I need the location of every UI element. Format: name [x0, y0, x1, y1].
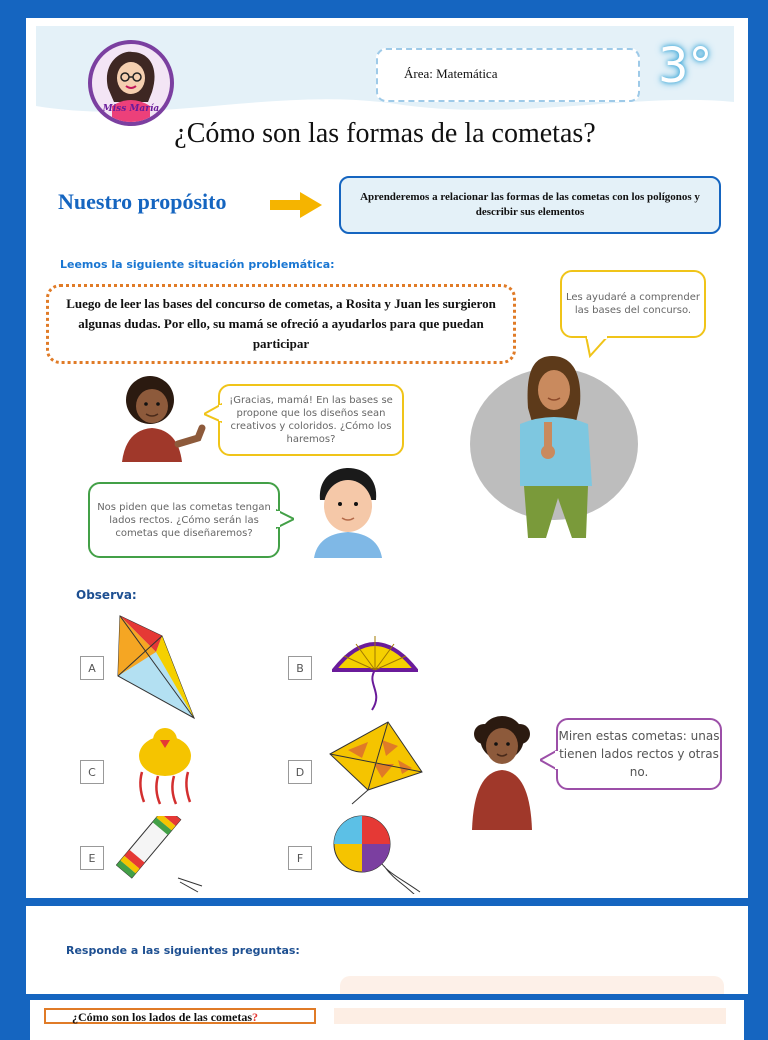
observe-heading: Observa: [76, 588, 137, 602]
respond-heading: Responde a las siguientes preguntas: [66, 944, 300, 957]
purpose-label: Nuestro propósito [58, 189, 227, 214]
area-box [376, 48, 640, 102]
kite-c-icon [130, 722, 200, 806]
boy-figure-icon [306, 466, 390, 558]
bubble-tail-icon [540, 748, 558, 772]
kite-label-f: F [288, 846, 312, 870]
kite-label-d: D [288, 760, 312, 784]
boy-speech-bubble: Nos piden que las cometas tengan lados rectos. ¿Cómo serán las cometas que diseñaremos? [88, 482, 280, 558]
kite-label-a: A [80, 656, 104, 680]
situation-heading: Leemos la siguiente situación problemática: [60, 258, 335, 271]
bubble-tail-icon [276, 508, 294, 530]
kite-label-e: E [80, 846, 104, 870]
kite-label-c: C [80, 760, 104, 784]
worksheet-page [36, 26, 734, 894]
answer-field[interactable] [334, 1008, 726, 1024]
kite-a-icon [116, 612, 200, 722]
arrow-right-icon [270, 192, 322, 218]
mom-figure-icon [468, 348, 648, 538]
girl-speech-bubble: ¡Gracias, mamá! En las bases se propone que los diseños sean creativos y coloridos. ¿Cómo los haremos? [218, 384, 404, 456]
kite-d-icon [328, 720, 424, 806]
kite-label-b: B [288, 656, 312, 680]
answer-area [340, 976, 724, 998]
mom-speech-bubble: Les ayudaré a comprender las bases del concurso. [560, 270, 706, 338]
kite-e-icon [116, 816, 212, 894]
girl2-speech-bubble: Miren estas cometas: unas tienen lados rectos y otras no. [556, 718, 722, 790]
logo [88, 40, 174, 126]
kite-b-icon [332, 626, 418, 712]
purpose-box: Aprenderemos a relacionar las formas de las cometas con los polígonos y describir sus elementos [339, 176, 721, 234]
question-text: ¿Cómo son los lados de las cometas [72, 1010, 253, 1024]
question-mark: ? [252, 1010, 259, 1024]
girl-figure-icon [108, 374, 210, 462]
bubble-tail-icon [204, 402, 222, 424]
kite-f-icon [330, 814, 426, 894]
girl-pointing-figure-icon [464, 710, 540, 830]
page-title: ¿Cómo son las formas de la cometas? [174, 118, 596, 149]
grade-badge: 3° [658, 38, 713, 94]
logo-text: Miss María [102, 104, 160, 114]
area-label: Área: Matemática [404, 66, 498, 81]
question-box [44, 1008, 316, 1024]
situation-box: Luego de leer las bases del concurso de cometas, a Rosita y Juan les surgieron algunas dudas. Por ello, su mamá se ofreció a ayudarlos para que puedan participar [46, 284, 516, 364]
